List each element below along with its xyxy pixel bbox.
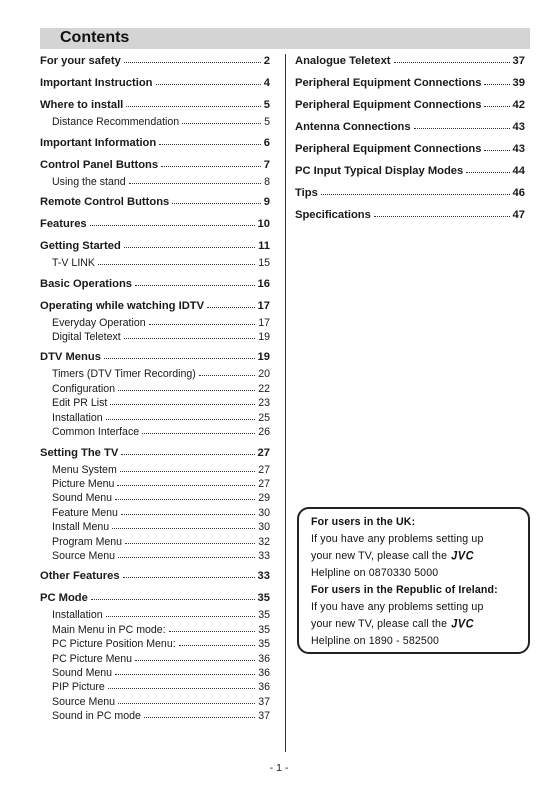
- toc-left-entry: [40, 277, 270, 291]
- toc-right-entry: [295, 98, 525, 112]
- toc-left-entry: [40, 506, 270, 520]
- entry-label: Digital Teletext: [52, 330, 121, 343]
- entry-page-number: 23: [258, 397, 270, 410]
- dot-leader: [135, 651, 255, 661]
- dot-leader: [118, 694, 255, 704]
- dot-leader: [414, 119, 510, 129]
- entry-label: Feature Menu: [52, 506, 118, 519]
- entry-page-number: 27: [258, 477, 270, 490]
- toc-left-entry: [40, 411, 270, 425]
- toc-left-entry: [40, 491, 270, 505]
- uk-line-1: If you have any problems setting up: [311, 533, 484, 545]
- dot-leader: [118, 381, 255, 391]
- toc-right-entry: [295, 186, 525, 200]
- dot-leader: [110, 395, 255, 405]
- toc-left-entry: [40, 425, 270, 439]
- toc-right-entry: [295, 76, 525, 90]
- toc-right-entry: [295, 120, 525, 134]
- dot-leader: [123, 568, 255, 578]
- toc-right-entry: [295, 54, 525, 68]
- dot-leader: [484, 97, 509, 107]
- entry-label: Tips: [295, 187, 318, 199]
- toc-left-entry: [40, 330, 270, 344]
- toc-left-entry: [40, 175, 270, 189]
- entry-label: Where to install: [40, 99, 124, 111]
- entry-label: Everyday Operation: [52, 316, 146, 329]
- entry-label: Picture Menu: [52, 477, 115, 490]
- toc-left-entry: [40, 666, 270, 680]
- entry-page-number: 43: [512, 121, 525, 133]
- toc-right-entry: [295, 164, 525, 178]
- dot-leader: [374, 207, 510, 217]
- dot-leader: [126, 97, 260, 107]
- toc-left-entry: [40, 477, 270, 491]
- entry-page-number: 4: [263, 77, 270, 89]
- entry-page-number: 22: [258, 382, 270, 395]
- entry-label: Peripheral Equipment Connections: [295, 77, 482, 89]
- helpline-notice-box: [297, 507, 530, 654]
- toc-left-entry: [40, 136, 270, 150]
- entry-label: Peripheral Equipment Connections: [295, 99, 482, 111]
- column-divider: [285, 54, 286, 752]
- entry-page-number: 27: [257, 446, 270, 459]
- dot-leader: [199, 366, 255, 376]
- dot-leader: [135, 276, 255, 286]
- entry-page-number: 19: [258, 330, 270, 343]
- dot-leader: [106, 410, 256, 420]
- ie-line-2: your new TV, please call the: [311, 618, 448, 630]
- dot-leader: [129, 174, 261, 184]
- entry-label: Source Menu: [52, 549, 116, 562]
- entry-label: DTV Menus: [40, 351, 101, 364]
- entry-label: Menu System: [52, 463, 117, 476]
- entry-label: Edit PR List: [52, 397, 108, 410]
- entry-page-number: 25: [258, 411, 270, 424]
- entry-page-number: 35: [258, 609, 270, 622]
- entry-page-number: 35: [258, 623, 270, 636]
- page-number: - 1 -: [269, 762, 289, 774]
- entry-label: Important Information: [40, 136, 157, 149]
- entry-page-number: 26: [258, 426, 270, 438]
- dot-leader: [321, 185, 510, 195]
- entry-page-number: 36: [258, 652, 270, 665]
- toc-left-entry: [40, 396, 270, 410]
- toc-left-entry: [40, 652, 270, 666]
- dot-leader: [144, 708, 255, 718]
- dot-leader: [91, 590, 255, 600]
- dot-leader: [106, 607, 256, 617]
- entry-page-number: 36: [258, 667, 270, 679]
- toc-left-entry: [40, 195, 270, 209]
- entry-page-number: 43: [512, 143, 525, 155]
- entry-label: PC Mode: [40, 592, 88, 605]
- entry-page-number: 11: [258, 240, 270, 252]
- entry-page-number: 37: [512, 55, 525, 67]
- toc-left-entry: [40, 446, 270, 460]
- toc-left-entry: [40, 299, 270, 313]
- page-title: Contents: [60, 29, 130, 46]
- entry-page-number: 19: [257, 351, 270, 364]
- dot-leader: [118, 548, 255, 558]
- toc-left-entry: [40, 535, 270, 549]
- entry-label: Other Features: [40, 570, 120, 583]
- toc-left-entry: [40, 217, 270, 231]
- entry-label: Setting The TV: [40, 446, 119, 459]
- entry-page-number: 33: [257, 570, 270, 583]
- dot-leader: [117, 476, 255, 486]
- dot-leader: [124, 238, 255, 248]
- entry-page-number: 10: [257, 218, 270, 230]
- toc-left-entry: [40, 76, 270, 90]
- entry-page-number: 47: [512, 209, 525, 221]
- dot-leader: [115, 665, 255, 675]
- entry-label: T-V LINK: [52, 257, 95, 269]
- entry-page-number: 35: [257, 592, 270, 605]
- toc-left-entry: [40, 520, 270, 534]
- entry-page-number: 29: [258, 492, 270, 505]
- toc-left-entry: [40, 637, 270, 651]
- entry-page-number: 5: [264, 116, 270, 128]
- entry-page-number: 37: [258, 695, 270, 708]
- entry-page-number: 17: [258, 316, 270, 329]
- entry-page-number: 32: [258, 535, 270, 548]
- entry-label: PC Picture Menu: [52, 652, 133, 665]
- dot-leader: [98, 255, 255, 265]
- entry-label: Sound Menu: [52, 667, 113, 679]
- entry-label: Using the stand: [52, 175, 126, 188]
- entry-label: Main Menu in PC mode:: [52, 623, 166, 636]
- entry-label: Peripheral Equipment Connections: [295, 143, 482, 155]
- entry-page-number: 37: [258, 710, 270, 723]
- dot-leader: [115, 490, 255, 500]
- uk-line-2: your new TV, please call the: [311, 550, 448, 562]
- entry-page-number: 15: [258, 257, 270, 269]
- entry-label: Program Menu: [52, 535, 123, 548]
- entry-label: Operating while watching IDTV: [40, 299, 205, 312]
- entry-page-number: 30: [258, 521, 270, 534]
- jvc-logo: JVC: [451, 617, 475, 631]
- entry-page-number: 9: [263, 196, 270, 208]
- entry-page-number: 17: [257, 299, 270, 312]
- entry-label: Analogue Teletext: [295, 55, 391, 67]
- toc-left-entry: [40, 569, 270, 583]
- entry-label: Getting Started: [40, 240, 121, 252]
- entry-label: Remote Control Buttons: [40, 196, 170, 208]
- entry-page-number: 2: [263, 55, 270, 67]
- entry-page-number: 6: [263, 136, 270, 149]
- entry-page-number: 33: [258, 549, 270, 562]
- dot-leader: [104, 349, 255, 359]
- toc-left-entry: [40, 316, 270, 330]
- entry-label: PC Input Typical Display Modes: [295, 165, 464, 177]
- toc-left-entry: [40, 256, 270, 270]
- entry-label: Distance Recommendation: [52, 116, 180, 128]
- entry-label: Antenna Connections: [295, 121, 411, 133]
- dot-leader: [121, 505, 255, 515]
- dot-leader: [161, 157, 261, 167]
- entry-label: For your safety: [40, 55, 121, 67]
- dot-leader: [484, 141, 509, 151]
- entry-label: Important Instruction: [40, 77, 153, 89]
- toc-left-entry: [40, 680, 270, 694]
- dot-leader: [466, 163, 509, 173]
- dot-leader: [112, 519, 255, 529]
- dot-leader: [484, 75, 509, 85]
- dot-leader: [120, 462, 255, 472]
- dot-leader: [124, 53, 261, 63]
- toc-right-entry: [295, 208, 525, 222]
- entry-page-number: 42: [512, 99, 525, 111]
- dot-leader: [207, 298, 254, 308]
- dot-leader: [108, 679, 255, 689]
- toc-left-entry: [40, 350, 270, 364]
- dot-leader: [172, 194, 260, 204]
- dot-leader: [149, 315, 256, 325]
- dot-leader: [182, 114, 261, 124]
- dot-leader: [169, 622, 256, 632]
- entry-label: Installation: [52, 411, 103, 424]
- dot-leader: [156, 75, 261, 85]
- entry-page-number: 30: [258, 506, 270, 519]
- ie-line-1: If you have any problems setting up: [311, 601, 484, 613]
- entry-label: Configuration: [52, 382, 116, 395]
- dot-leader: [394, 53, 510, 63]
- toc-left-entry: [40, 608, 270, 622]
- entry-page-number: 36: [258, 681, 270, 694]
- entry-page-number: 46: [512, 187, 525, 199]
- jvc-logo: JVC: [451, 549, 475, 563]
- entry-page-number: 20: [258, 368, 270, 381]
- toc-left-entry: [40, 158, 270, 172]
- toc-left-entry: [40, 382, 270, 396]
- toc-left-entry: [40, 623, 270, 637]
- toc-left-entry: [40, 463, 270, 477]
- entry-page-number: 44: [512, 165, 525, 177]
- toc-left-entry: [40, 54, 270, 68]
- uk-line-3: Helpline on 0870330 5000: [311, 567, 439, 579]
- dot-leader: [121, 445, 254, 455]
- dot-leader: [90, 216, 255, 226]
- entry-label: PIP Picture: [52, 681, 105, 694]
- entry-label: Timers (DTV Timer Recording): [52, 368, 196, 381]
- dot-leader: [159, 135, 261, 145]
- entry-page-number: 7: [263, 158, 270, 171]
- entry-page-number: 35: [258, 638, 270, 651]
- entry-label: Specifications: [295, 209, 371, 221]
- dot-leader: [179, 636, 256, 646]
- entry-label: Features: [40, 218, 87, 230]
- entry-label: Common Interface: [52, 426, 140, 438]
- ie-line-3: Helpline on 1890 - 582500: [311, 635, 440, 647]
- entry-label: Control Panel Buttons: [40, 158, 159, 171]
- ie-heading: For users in the Republic of Ireland:: [311, 584, 498, 596]
- toc-left-entry: [40, 709, 270, 723]
- toc-left-entry: [40, 115, 270, 129]
- dot-leader: [124, 329, 256, 339]
- entry-label: Basic Operations: [40, 277, 133, 290]
- toc-left-entry: [40, 239, 270, 253]
- dot-leader: [142, 424, 255, 434]
- entry-page-number: 16: [257, 277, 270, 290]
- contents-title-bar: [40, 28, 530, 49]
- entry-label: Sound in PC mode: [52, 710, 141, 723]
- toc-left-entry: [40, 367, 270, 381]
- toc-left-entry: [40, 549, 270, 563]
- entry-label: Sound Menu: [52, 492, 113, 505]
- entry-page-number: 27: [258, 463, 270, 476]
- uk-heading: For users in the UK:: [311, 516, 416, 528]
- toc-left-entry: [40, 591, 270, 605]
- entry-page-number: 39: [512, 77, 525, 89]
- entry-page-number: 8: [264, 175, 270, 188]
- dot-leader: [125, 534, 255, 544]
- entry-label: Installation: [52, 609, 103, 622]
- toc-left-entry: [40, 98, 270, 112]
- entry-label: Install Menu: [52, 521, 110, 534]
- entry-page-number: 5: [263, 99, 270, 111]
- toc-left-entry: [40, 695, 270, 709]
- entry-label: Source Menu: [52, 695, 116, 708]
- toc-right-entry: [295, 142, 525, 156]
- entry-label: PC Picture Position Menu:: [52, 638, 176, 651]
